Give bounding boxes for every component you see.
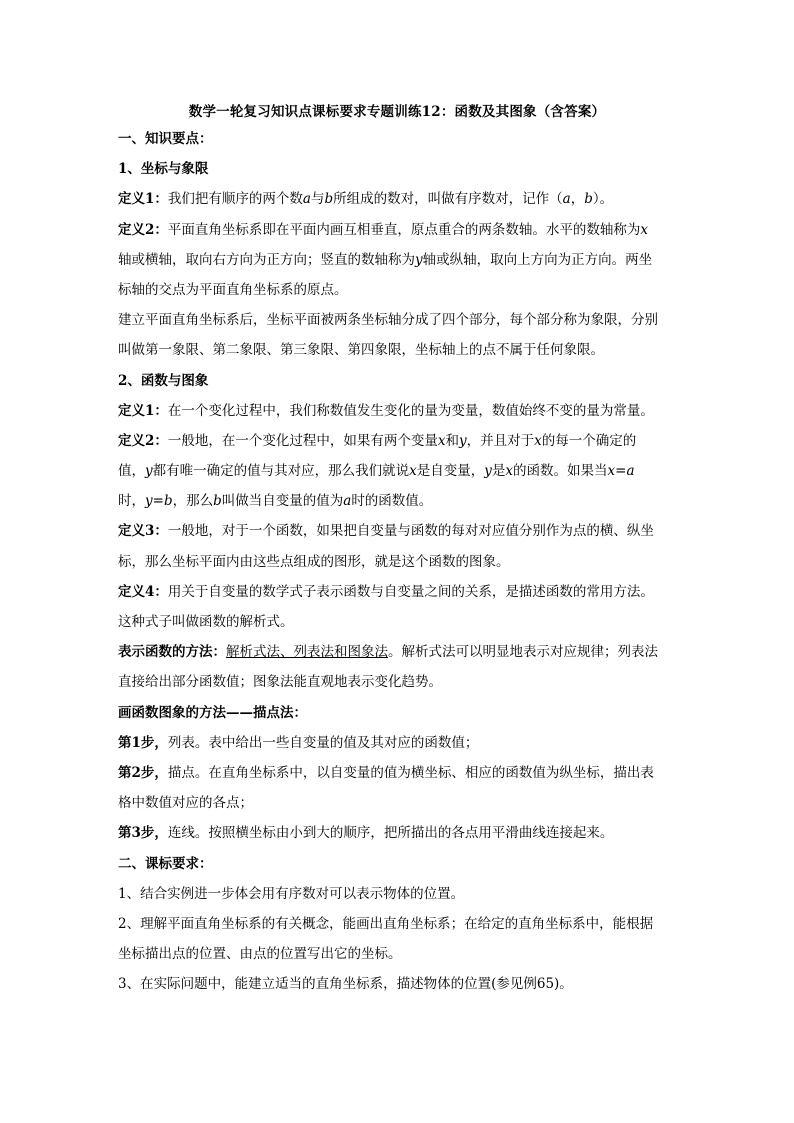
plotting-method-heading: 画函数图象的方法——描点法： [118,704,307,721]
document-body [118,124,678,999]
document-title: 数学一轮复习知识点课标要求专题训练12：函数及其图象（含答案） [188,104,606,120]
step-2: 第2步，描点。在直角坐标系中，以自变量的值为横坐标、相应的函数值为纵坐标，描出表 格中数值对应的各点； [118,764,654,812]
definition-label: 定义4： [118,583,168,600]
subsection-coordinates-heading: 1、坐标与象限 [118,161,209,178]
step-label: 第2步， [118,764,168,781]
definition-analytic-expression: 定义4：用关于自变量的数学式子表示函数与自变量之间的关系，是描述函数的常用方法。 这种式子叫做函数的解析式。 [118,583,654,630]
definition-label: 定义1： [118,191,168,208]
step-3: 第3步，连线。按照横坐标由小到大的顺序，把所描出的各点用平滑曲线连接起来。 [118,825,614,842]
definition-graph: 定义3：一般地，对于一个函数，如果把自变量与函数的每对对应值分别作为点的横、纵坐 标，那么坐标平面内由这些点组成的图形，就是这个函数的图象。 [118,523,654,570]
step-label: 第1步， [118,734,168,751]
requirement-3: 3、在实际问题中，能建立适当的直角坐标系，描述物体的位置(参见例65)。 [118,976,573,993]
methods-label: 表示函数的方法： [118,644,226,661]
definition-ordered-pair: 定义1：我们把有顺序的两个数a与b所组成的数对，叫做有序数对，记作（a，b）。 [118,191,614,208]
definition-label: 定义3： [118,523,168,540]
requirement-1: 1、结合实例进一步体会用有序数对可以表示物体的位置。 [118,885,465,902]
section-curriculum-heading: 二、课标要求： [118,855,213,872]
definition-variable: 定义1：在一个变化过程中，我们称数值发生变化的量为变量，数值始终不变的量为常量。 [118,402,654,419]
definition-label: 定义2： [118,432,168,449]
paragraph-quadrants: 建立平面直角坐标系后，坐标平面被两条坐标轴分成了四个部分，每个部分称为象限，分别 叫做第一象限、第二象限、第三象限、第四象限，坐标轴上的点不属于任何象限。 [118,312,658,359]
definition-label: 定义2： [118,221,168,238]
step-label: 第3步， [118,825,168,842]
step-1: 第1步，列表。表中给出一些自变量的值及其对应的函数值； [118,734,479,751]
subsection-functions-heading: 2、函数与图象 [118,372,209,389]
requirement-2: 2、理解平面直角坐标系的有关概念，能画出直角坐标系；在给定的直角坐标系中，能根据 坐标描出点的位置、由点的位置写出它的坐标。 [118,915,654,963]
definition-label: 定义1： [118,402,168,419]
section-knowledge-heading: 一、知识要点： [118,131,213,147]
paragraph-representation-methods: 表示函数的方法：解析式法、列表法和图象法。解析式法可以明显地表示对应规律；列表法 直接给出部分函数值；图象法能直观地表示变化趋势。 [118,644,658,691]
definition-function: 定义2：一般地，在一个变化过程中，如果有两个变量x和y，并且对于x的每一个确定的 值，y都有唯一确定的值与其对应，那么我们就说x是自变量，y是x的函数。如果当x=a 时，y=b，那么b叫做当自变量的值为a时的函数值。 [118,432,637,510]
definition-coordinate-system: 定义2：平面直角坐标系即在平面内画互相垂直，原点重合的两条数轴。水平的数轴称为x 轴或横轴，取向右方向为正方向；竖直的数轴称为y轴或纵轴，取向上方向为正方向。两坐 标轴的交点为平面直角坐标系的原点。 [118,221,653,298]
methods-list: 解析式法、列表法和图象法 [226,644,388,661]
